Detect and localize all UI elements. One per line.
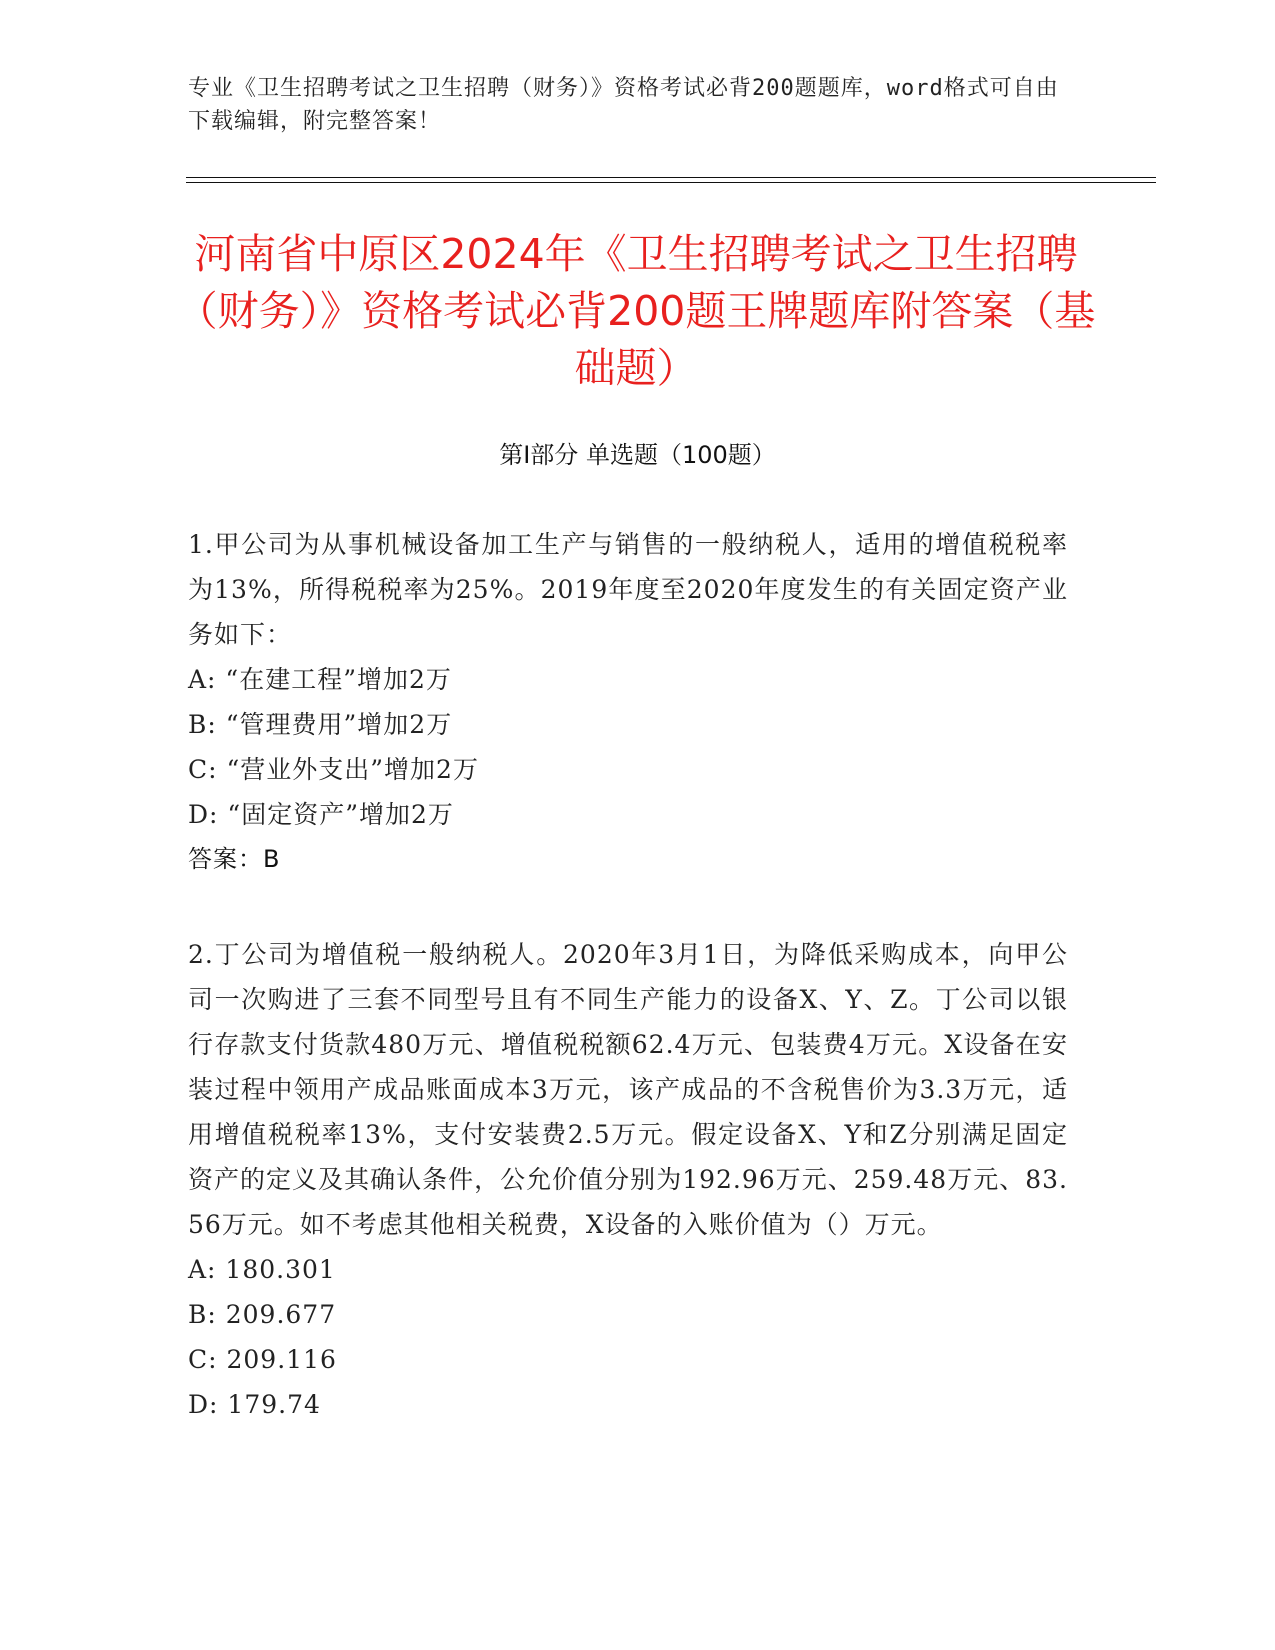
option-b: B: “管理费用”增加2万 <box>188 710 453 739</box>
section-heading: 第I部分 单选题（100题） <box>499 441 776 469</box>
option-d: D: 179.74 <box>188 1390 321 1419</box>
option-a: A: 180.301 <box>188 1255 336 1284</box>
answer-line: 答案：B <box>188 845 281 873</box>
option-d: D: “固定资产”增加2万 <box>188 800 454 829</box>
option-c: C: 209.116 <box>188 1345 337 1374</box>
header-divider-bottom <box>186 182 1156 183</box>
header-divider-top <box>186 177 1156 178</box>
option-c: C: “营业外支出”增加2万 <box>188 755 479 784</box>
header-note: 专业《卫生招聘考试之卫生招聘（财务）》资格考试必背200题题库，word格式可自由下载编辑，附完整答案！ <box>188 76 1059 134</box>
option-a: A: “在建工程”增加2万 <box>188 665 452 694</box>
question-1 <box>188 522 1068 882</box>
option-b: B: 209.677 <box>188 1300 337 1329</box>
question-stem: 2.丁公司为增值税一般纳税人。2020年3月1日，为降低采购成本，向甲公司一次购进了三套不同型号且有不同生产能力的设备X、Y、Z。丁公司以银行存款支付货款480万元、增值税税额62.4万元、包装费4万元。X设备在安装过程中领用产成品账面成本3万元，该产成品的不含税售价为3.3万元，适用增值税税率13%，支付安装费2.5万元。假定设备X、Y和Z分别满足固定资产的定义及其确认条件，公允价值分别为192.96万元、259.48万元、83.56万元。如不考虑其他相关税费，X设备的入账价值为（）万元。 <box>188 940 1068 1239</box>
question-2 <box>188 932 1068 1427</box>
document-title: 河南省中原区2024年《卫生招聘考试之卫生招聘（财务）》资格考试必背200题王牌题库附答案（基础题） <box>176 230 1096 392</box>
question-stem: 1.甲公司为从事机械设备加工生产与销售的一般纳税人，适用的增值税税率为13%，所得税税率为25%。2019年度至2020年度发生的有关固定资产业务如下： <box>188 530 1068 649</box>
